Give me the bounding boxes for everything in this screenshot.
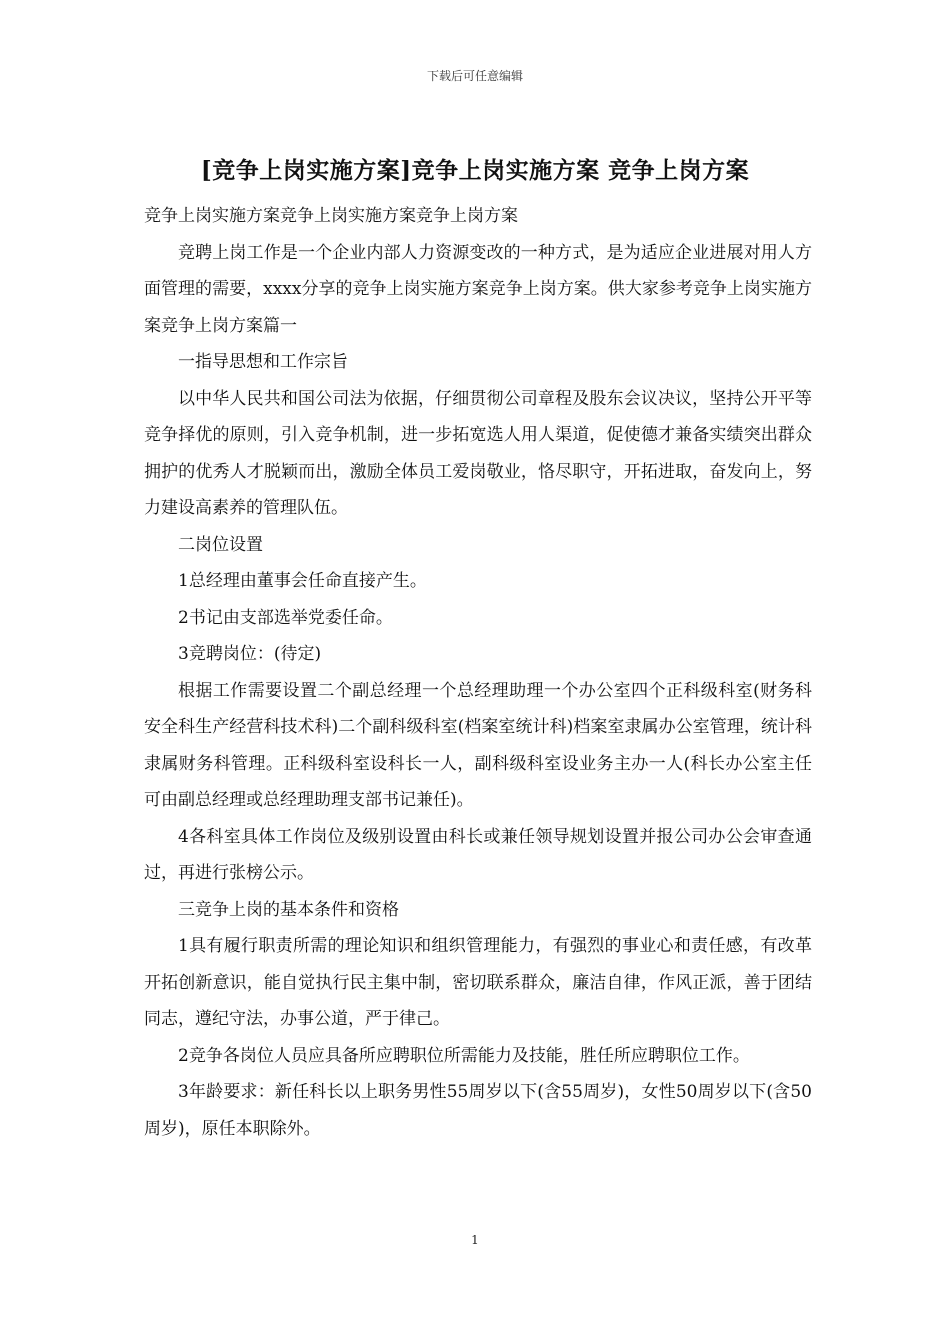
paragraph: 竞聘上岗工作是一个企业内部人力资源变改的一种方式，是为适应企业进展对用人方面管理的需要，xxxx分享的竞争上岗实施方案竞争上岗方案。供大家参考竞争上岗实施方案竞争上岗方案篇一 — [144, 242, 812, 336]
paragraph: 1具有履行职责所需的理论知识和组织管理能力，有强烈的事业心和责任感，有改革开拓创新意识，能自觉执行民主集中制，密切联系群众，廉洁自律，作风正派，善于团结同志，遵纪守法，办事公道，严于律己。 — [144, 936, 812, 1029]
paragraph: 根据工作需要设置二个副总经理一个总经理助理一个办公室四个正科级科室(财务科安全科生产经营科技术科)二个副科级科室(档案室统计科)档案室隶属办公室管理，统计科隶属财务科管理。正科级科室设科长一人，副科级科室设业务主办一人(科长办公室主任可由副总经理或总经理助理支部书记兼任)。 — [144, 680, 812, 810]
paragraph: 二岗位设置 — [178, 534, 263, 555]
paragraph: 竞争上岗实施方案竞争上岗实施方案竞争上岗方案 — [144, 206, 518, 226]
page-number: 1 — [471, 1233, 479, 1247]
page-header-note: 下载后可任意编辑 — [426, 69, 523, 83]
paragraph: 3年龄要求：新任科长以上职务男性55周岁以下(含55周岁)，女性50周岁以下(含50周岁)，原任本职除外。 — [144, 1082, 812, 1139]
document-title: [竞争上岗实施方案]竞争上岗实施方案 竞争上岗方案 — [200, 157, 750, 184]
paragraph: 2书记由支部选举党委任命。 — [178, 607, 393, 628]
paragraph: 一指导思想和工作宗旨 — [178, 352, 348, 372]
document-body — [144, 198, 812, 1147]
paragraph: 以中华人民共和国公司法为依据，仔细贯彻公司章程及股东会议决议，坚持公开平等竞争择优的原则，引入竞争机制，进一步拓宽选人用人渠道，促使德才兼备实绩突出群众拥护的优秀人才脱颖而出，激励全体员工爱岗敬业，恪尽职守，开拓进取，奋发向上，努力建设高素养的管理队伍。 — [144, 388, 812, 518]
paragraph: 3竞聘岗位：(待定) — [178, 644, 322, 664]
paragraph: 三竞争上岗的基本条件和资格 — [178, 899, 399, 920]
paragraph: 1总经理由董事会任命直接产生。 — [178, 571, 427, 591]
paragraph: 4各科室具体工作岗位及级别设置由科长或兼任领导规划设置并报公司办公会审查通过，再进行张榜公示。 — [144, 826, 812, 883]
paragraph: 2竞争各岗位人员应具备所应聘职位所需能力及技能，胜任所应聘职位工作。 — [178, 1045, 750, 1066]
